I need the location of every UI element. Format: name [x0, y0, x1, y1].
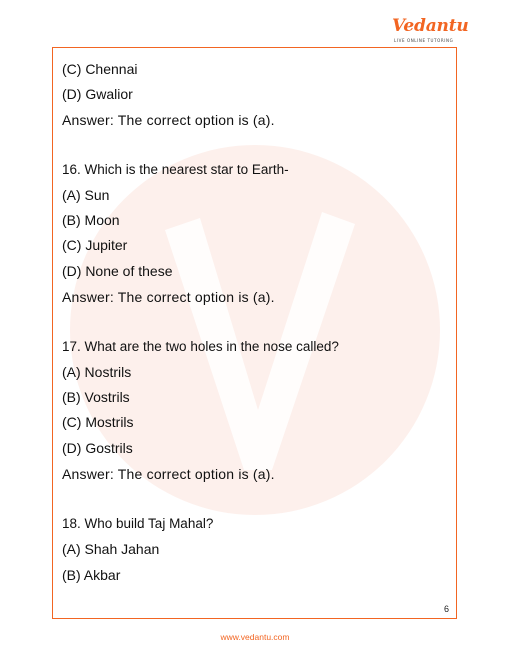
option-c-mostrils: (C) Mostrils: [62, 414, 134, 430]
page-number: 6: [444, 604, 450, 614]
answer-16: Answer: The correct option is (a).: [62, 289, 275, 305]
logo-tagline: LIVE ONLINE TUTORING: [394, 38, 454, 43]
option-b-vostrils: (B) Vostrils: [62, 389, 130, 405]
option-b-akbar: (B) Akbar: [62, 567, 121, 583]
question-16: 16. Which is the nearest star to Earth-: [62, 162, 289, 177]
answer-15: Answer: The correct option is (a).: [62, 112, 275, 128]
option-b-moon: (B) Moon: [62, 212, 120, 228]
footer-url-link[interactable]: www.vedantu.com: [220, 632, 290, 642]
question-17: 17. What are the two holes in the nose called?: [62, 339, 339, 354]
option-c-jupiter: (C) Jupiter: [62, 237, 128, 253]
option-d-gostrils: (D) Gostrils: [62, 440, 133, 456]
option-d-none: (D) None of these: [62, 263, 173, 279]
option-a-shah-jahan: (A) Shah Jahan: [62, 541, 160, 557]
logo-text: Vedantu: [392, 16, 469, 36]
option-c-chennai: (C) Chennai: [62, 61, 138, 77]
question-18: 18. Who build Taj Mahal?: [62, 516, 214, 531]
option-a-sun: (A) Sun: [62, 187, 110, 203]
page-border: [52, 47, 457, 619]
answer-17: Answer: The correct option is (a).: [62, 466, 275, 482]
option-a-nostrils: (A) Nostrils: [62, 364, 132, 380]
option-d-gwalior: (D) Gwalior: [62, 86, 133, 102]
